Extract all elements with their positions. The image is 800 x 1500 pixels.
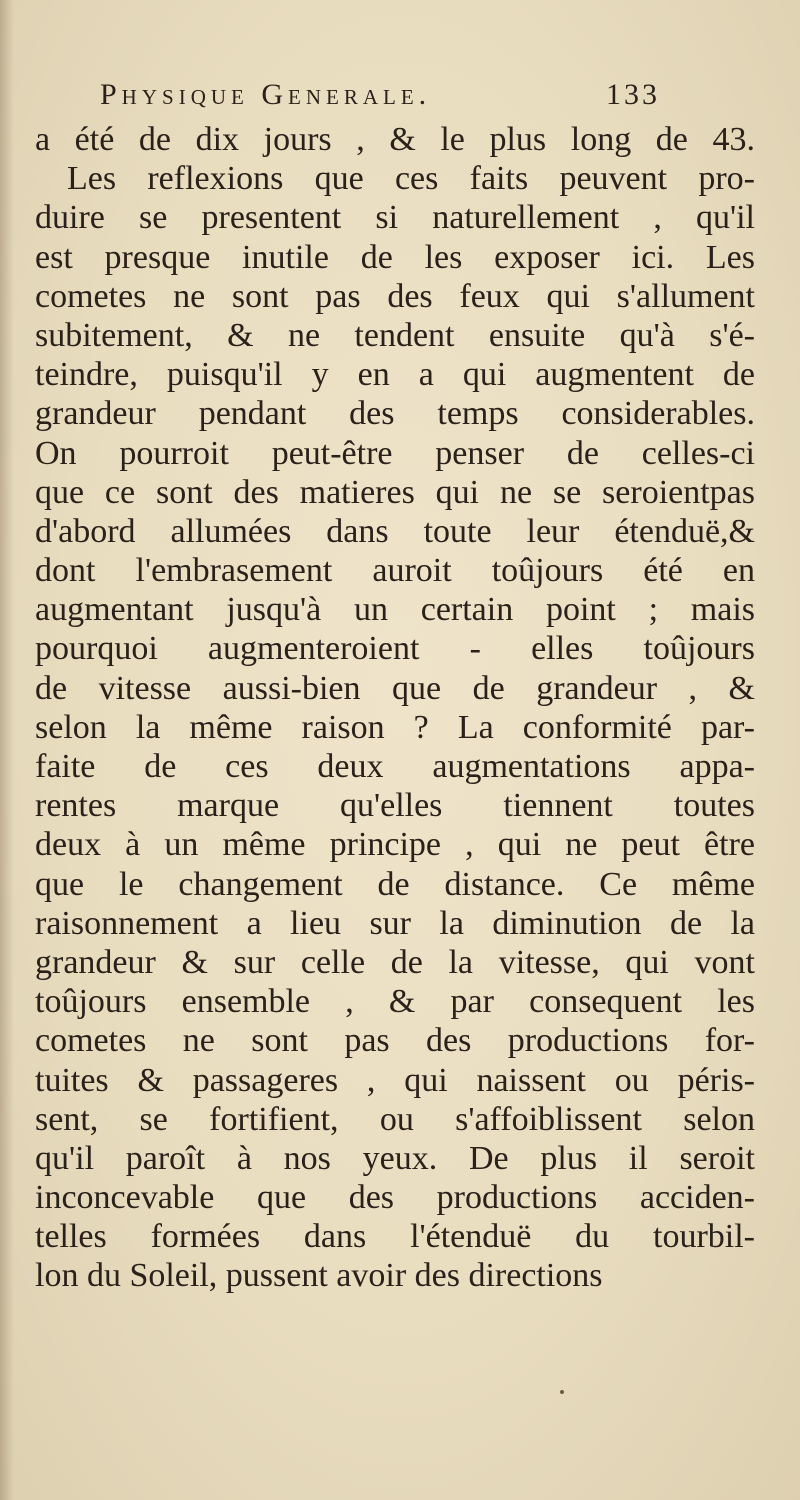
text-line: cometes ne sont pas des feux qui s'allument <box>35 277 755 315</box>
text-line: qu'il paroît à nos yeux. De plus il seroit <box>35 1139 755 1177</box>
text-line: grandeur pendant des temps considerables. <box>35 395 755 433</box>
text-line: grandeur & sur celle de la vitesse, qui vont <box>35 943 755 981</box>
text-line: pourquoi augmenteroient - elles toûjours <box>35 630 755 668</box>
text-line: sent, se fortifient, ou s'affoiblissent selon <box>35 1100 755 1138</box>
text-line: dont l'embrasement auroit toûjours été en <box>35 552 755 590</box>
text-line: toûjours ensemble , & par consequent les <box>35 983 755 1021</box>
body-text <box>35 120 755 1296</box>
text-line: On pourroit peut-être penser de celles-ci <box>35 434 755 472</box>
text-line: duire se presentent si naturellement , qu'il <box>35 199 755 237</box>
text-line: cometes ne sont pas des productions for- <box>35 1022 755 1060</box>
text-line: est presque inutile de les exposer ici. Les <box>35 238 755 276</box>
text-line: lon du Soleil, pussent avoir des directions <box>35 1257 603 1295</box>
text-line: d'abord allumées dans toute leur étenduë,& <box>35 512 755 550</box>
text-line: teindre, puisqu'il y en a qui augmentent de <box>35 356 755 394</box>
text-line: que le changement de distance. Ce même <box>35 865 755 903</box>
text-line: a été de dix jours , & le plus long de 43. <box>35 121 755 158</box>
text-line: que ce sont des matieres qui ne se seroientpas <box>35 473 755 511</box>
text-line: rentes marque qu'elles tiennent toutes <box>35 787 755 825</box>
text-line: telles formées dans l'étenduë du tourbil- <box>35 1218 755 1256</box>
text-line: deux à un même principe , qui ne peut être <box>35 826 755 864</box>
running-head <box>100 78 660 122</box>
text-line: de vitesse aussi-bien que de grandeur , & <box>35 669 755 707</box>
text-line: augmentant jusqu'à un certain point ; mais <box>35 591 755 629</box>
text-line: tuites & passageres , qui naissent ou péris- <box>35 1061 755 1099</box>
text-line: selon la même raison ? La conformité par- <box>35 708 755 746</box>
running-head-title: Physique Generale. <box>100 78 432 111</box>
text-line: Les reflexions que ces faits peuvent pro- <box>67 160 755 198</box>
text-line: raisonnement a lieu sur la diminution de la <box>35 904 755 942</box>
text-line: subitement, & ne tendent ensuite qu'à s'é- <box>35 316 755 354</box>
text-line: inconcevable que des productions acciden- <box>35 1179 755 1217</box>
page-number: 133 <box>606 78 660 111</box>
text-line: faite de ces deux augmentations appa- <box>35 748 755 785</box>
ink-speck <box>560 1390 564 1394</box>
